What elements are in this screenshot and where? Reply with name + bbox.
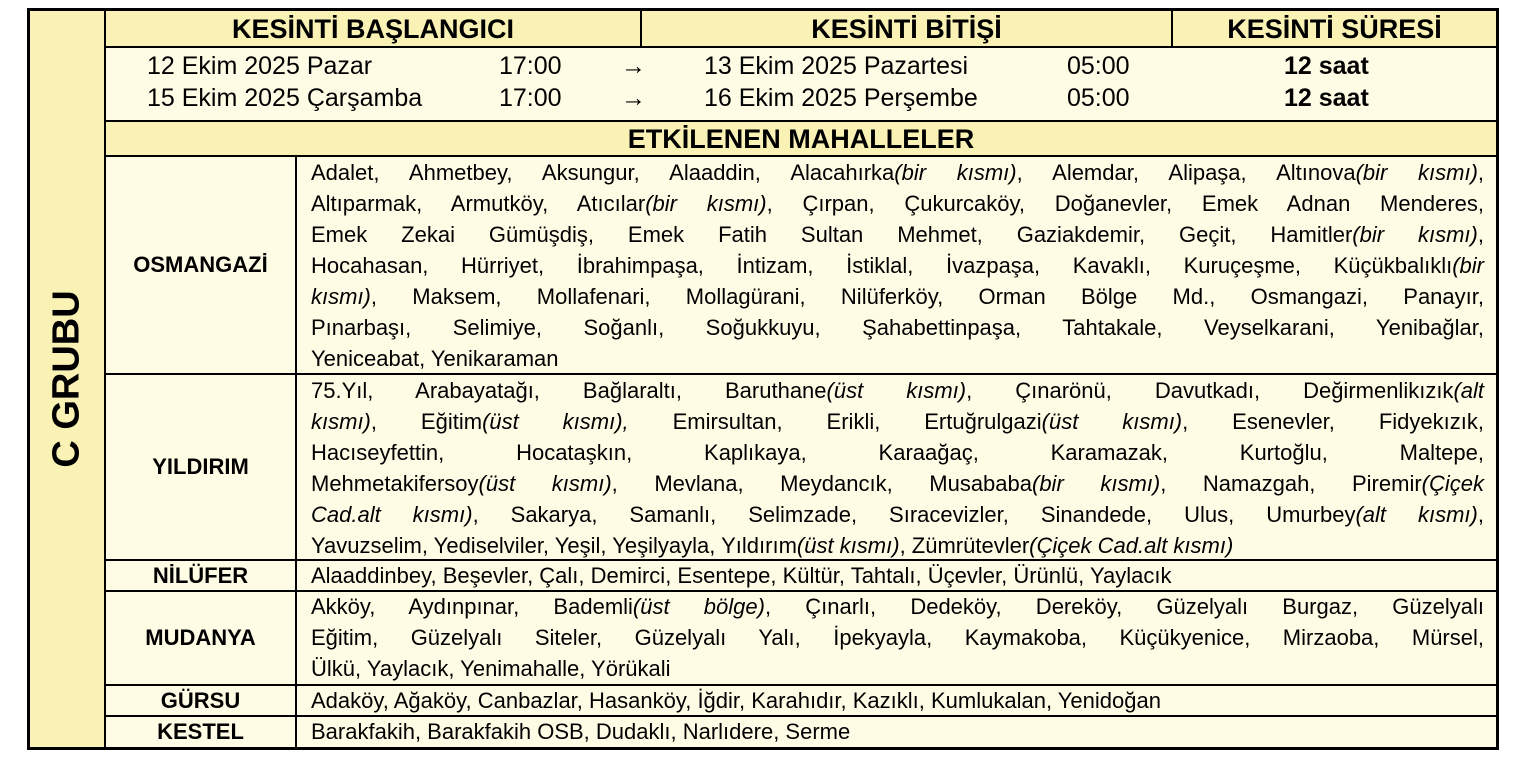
end-date: 16 Ekim 2025 Perşembe: [704, 84, 978, 112]
header-start: KESİNTİ BAŞLANGICI: [106, 11, 640, 48]
district-row-kestel: [106, 717, 1496, 747]
arrow: →: [621, 52, 646, 80]
neighborhood-names: Emirsultan, Erikli, Ertuğrulgazi: [628, 409, 1042, 434]
neighborhood-names: , Çınarlı, Dedeköy, Dereköy, Güzelyalı Burgaz, Güzelyalı: [764, 594, 1484, 619]
header-end: KESİNTİ BİTİŞİ: [640, 11, 1171, 48]
outage-row: [106, 50, 1496, 82]
neighborhood-list: [311, 157, 1484, 374]
neighborhood-names: , Mevlana, Meydancık, Musababa: [611, 471, 1032, 496]
neighborhood-line: [311, 653, 1484, 684]
neighborhood-line: [311, 437, 1484, 468]
district-name: GÜRSU: [106, 686, 297, 715]
neighborhood-note: (bir kısmı): [1352, 222, 1478, 247]
neighborhood-names: Eğitim, Güzelyalı Siteler, Güzelyalı Yalı, İpekyayla, Kaymakoba, Küçükyenice, Mirzaoba, Mürsel,: [311, 625, 1484, 650]
neighborhood-note: kısmı): [311, 409, 371, 434]
neighborhood-line: [311, 591, 1484, 622]
neighborhood-line: [311, 219, 1484, 250]
neighborhood-list: [311, 560, 1484, 591]
neighborhood-names: Hacıseyfettin, Hocataşkın, Kaplıkaya, Karaağaç, Karamazak, Kurtoğlu, Maltepe,: [311, 440, 1484, 465]
neighborhood-line: [311, 188, 1484, 219]
neighborhood-line: [311, 157, 1484, 188]
start-date: 12 Ekim 2025 Pazar: [147, 52, 373, 80]
outage-times: [106, 48, 1496, 122]
neighborhood-names: , Çınarönü, Davutkadı, Değirmenlikızık: [966, 378, 1454, 403]
district-row-gursu: [106, 686, 1496, 717]
neighborhood-names: Ülkü, Yaylacık, Yenimahalle, Yörükali: [311, 656, 671, 681]
neighborhood-line: [311, 468, 1484, 499]
neighborhood-names: , Sakarya, Samanlı, Selimzade, Sıracevizler, Sinandede, Ulus, Umurbey: [472, 502, 1356, 527]
neighborhood-note: (üst kısmı): [826, 378, 967, 403]
neighborhood-names: Altıparmak, Armutköy, Atıcılar: [311, 191, 646, 216]
start-date: 15 Ekim 2025 Çarşamba: [147, 84, 423, 112]
neighborhood-note: (alt kısmı): [1355, 502, 1478, 527]
group-label: C GRUBU: [45, 290, 88, 468]
neighborhood-note: (Çiçek: [1421, 471, 1485, 496]
neighborhood-names: , Eğitim: [370, 409, 483, 434]
neighborhood-names: ,: [1477, 160, 1485, 185]
district-row-yildirim: [106, 375, 1496, 561]
neighborhood-line: [311, 343, 1484, 374]
neighborhood-note: (bir: [1452, 253, 1484, 278]
neighborhood-list: [311, 685, 1484, 716]
outage-table: [27, 8, 1499, 750]
neighborhood-names: ,: [1477, 222, 1484, 247]
neighborhood-note: (bir kısmı): [894, 160, 1017, 185]
outage-row: [106, 82, 1496, 114]
district-name: NİLÜFER: [106, 561, 297, 590]
neighborhood-names: , Zümrütevler: [899, 533, 1030, 558]
neighborhood-names: Mehmetakifersoy: [311, 471, 479, 496]
arrow: →: [621, 84, 646, 112]
neighborhood-line: [311, 312, 1484, 343]
neighborhood-names: Adalet, Ahmetbey, Aksungur, Alaaddin, Alacahırka: [311, 160, 895, 185]
neighborhood-line: [311, 560, 1484, 591]
table-body: [106, 11, 1496, 747]
neighborhood-names: Akköy, Aydınpınar, Bademli: [311, 594, 633, 619]
neighborhood-note: (üst kısmı),: [482, 409, 629, 434]
neighborhood-line: [311, 530, 1484, 561]
neighborhood-note: (alt: [1453, 378, 1484, 403]
neighborhood-line: [311, 499, 1484, 530]
header-duration: KESİNTİ SÜRESİ: [1171, 11, 1496, 48]
neighborhood-line: [311, 375, 1484, 406]
neighborhood-note: kısmı): [311, 284, 371, 309]
neighborhood-list: [311, 375, 1484, 561]
neighborhood-note: (bir kısmı): [645, 191, 767, 216]
neighborhood-names: , Esenevler, Fidyekızık,: [1182, 409, 1484, 434]
neighborhood-names: Yavuzselim, Yediselviler, Yeşil, Yeşilyayla, Yıldırım: [311, 533, 797, 558]
affected-title: ETKİLENEN MAHALLELER: [106, 122, 1496, 157]
district-name: KESTEL: [106, 717, 297, 747]
neighborhood-list: [311, 591, 1484, 684]
neighborhood-note: (üst kısmı): [1041, 409, 1183, 434]
district-row-nilufer: [106, 561, 1496, 592]
neighborhood-names: Adaköy, Ağaköy, Canbazlar, Hasanköy, İğdir, Karahıdır, Kazıklı, Kumlukalan, Yenidoğan: [311, 688, 1161, 713]
district-name: MUDANYA: [106, 592, 297, 684]
district-name: OSMANGAZİ: [106, 157, 297, 373]
group-cell: [30, 11, 106, 747]
district-name: YILDIRIM: [106, 375, 297, 559]
neighborhood-list: [311, 716, 1484, 747]
neighborhood-line: [311, 281, 1484, 312]
neighborhood-names: , Alemdar, Alipaşa, Altınova: [1016, 160, 1356, 185]
neighborhood-note: (üst kısmı): [796, 533, 900, 558]
neighborhood-names: Emek Zekai Gümüşdiş, Emek Fatih Sultan Mehmet, Gaziakdemir, Geçit, Hamitler: [311, 222, 1353, 247]
neighborhood-names: Alaaddinbey, Beşevler, Çalı, Demirci, Esentepe, Kültür, Tahtalı, Üçevler, Ürünlü, Yaylacık: [311, 563, 1172, 588]
neighborhood-note: (üst kısmı): [478, 471, 612, 496]
neighborhood-names: Hocahasan, Hürriyet, İbrahimpaşa, İntizam, İstiklal, İvazpaşa, Kavaklı, Kuruçeşme, Küçükbalıklı: [311, 253, 1453, 278]
start-time: 17:00: [499, 52, 562, 80]
neighborhood-note: Cad.alt kısmı): [311, 502, 473, 527]
neighborhood-names: Barakfakih, Barakfakih OSB, Dudaklı, Narlıdere, Serme: [311, 719, 851, 744]
duration: 12 saat: [1284, 52, 1369, 80]
neighborhood-names: , Çırpan, Çukurcaköy, Doğanevler, Emek Adnan Menderes,: [766, 191, 1484, 216]
end-time: 05:00: [1067, 84, 1130, 112]
neighborhood-line: [311, 406, 1484, 437]
neighborhood-note: (bir kısmı): [1355, 160, 1478, 185]
neighborhood-names: 75.Yıl, Arabayatağı, Bağlaraltı, Baruthane: [311, 378, 827, 403]
end-date: 13 Ekim 2025 Pazartesi: [704, 52, 969, 80]
district-row-osmangazi: [106, 157, 1496, 375]
neighborhood-note: (üst bölge): [632, 594, 765, 619]
neighborhood-names: Yeniceabat, Yenikaraman: [311, 346, 559, 371]
neighborhood-line: [311, 685, 1484, 716]
neighborhood-names: , Maksem, Mollafenari, Mollagürani, Nilüferköy, Orman Bölge Md., Osmangazi, Panayır,: [370, 284, 1484, 309]
neighborhood-names: ,: [1477, 502, 1484, 527]
end-time: 05:00: [1067, 52, 1130, 80]
start-time: 17:00: [499, 84, 562, 112]
neighborhood-line: [311, 716, 1484, 747]
neighborhood-line: [311, 622, 1484, 653]
district-row-mudanya: [106, 592, 1496, 686]
neighborhood-names: , Namazgah, Piremir: [1160, 471, 1422, 496]
neighborhood-note: (bir kısmı): [1032, 471, 1161, 496]
duration: 12 saat: [1284, 84, 1369, 112]
neighborhood-names: Pınarbaşı, Selimiye, Soğanlı, Soğukkuyu, Şahabettinpaşa, Tahtakale, Veyselkarani, Yenibağlar,: [311, 315, 1484, 340]
neighborhood-line: [311, 250, 1484, 281]
neighborhood-note: (Çiçek Cad.alt kısmı): [1029, 533, 1234, 558]
